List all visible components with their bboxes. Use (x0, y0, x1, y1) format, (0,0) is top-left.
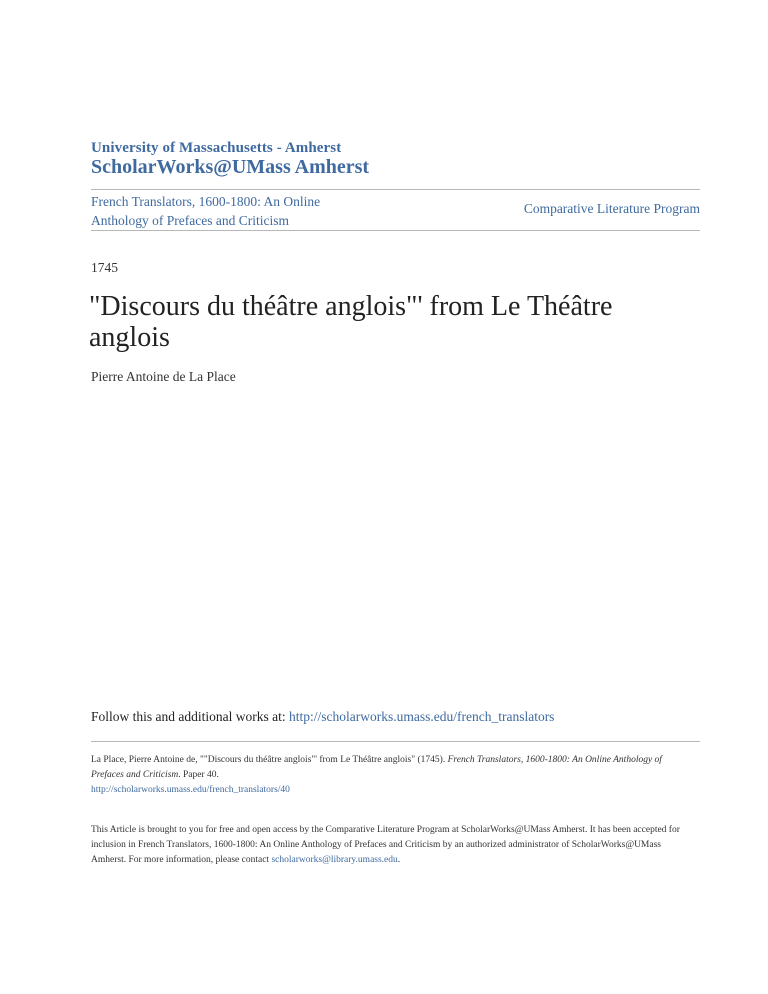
citation-url-link[interactable]: http://scholarworks.umass.edu/french_translators/40 (91, 785, 290, 795)
site-name[interactable]: ScholarWorks@UMass Amherst (91, 156, 370, 178)
citation-text: La Place, Pierre Antoine de, ""Discours du théâtre anglois"' from Le Théâtre anglois" (1745). (91, 755, 448, 765)
contact-email-link[interactable]: scholarworks@library.umass.edu (271, 855, 398, 865)
citation-collection: French Translators, 1600-1800: An Online Anthology of Prefaces and Criticism (91, 755, 662, 780)
header-divider-bottom (91, 230, 700, 231)
notice-end: . (397, 855, 401, 865)
publication-year: 1745 (91, 260, 118, 275)
program-link[interactable]: Comparative Literature Program (523, 201, 700, 216)
follow-line (91, 709, 554, 725)
institution-name: University of Massachusetts - Amherst (91, 140, 342, 156)
header-divider-top (91, 189, 700, 190)
citation-block (91, 753, 691, 798)
access-notice (91, 823, 691, 868)
article-title: "Discours du théâtre anglois"' from Le Théâtre anglois (89, 291, 613, 353)
citation-paper: . Paper 40. (178, 770, 219, 780)
article-author: Pierre Antoine de La Place (91, 369, 236, 384)
collection-link[interactable]: French Translators, 1600-1800: An Online Anthology of Prefaces and Criticism (91, 194, 321, 228)
follow-url-link[interactable]: http://scholarworks.umass.edu/french_translators (289, 709, 555, 724)
notice-text: This Article is brought to you for free and open access by the Comparative Literature Program at ScholarWorks@UMass Amherst. It has been accepted for inclusion in French Translators, 1600-1800: An Online Anthology of Prefaces and Criticism by an authorized administrator of ScholarWorks@UMass Amherst. For more information, please contact (91, 825, 680, 865)
follow-divider (91, 741, 700, 742)
follow-label: Follow this and additional works at: (91, 709, 289, 724)
